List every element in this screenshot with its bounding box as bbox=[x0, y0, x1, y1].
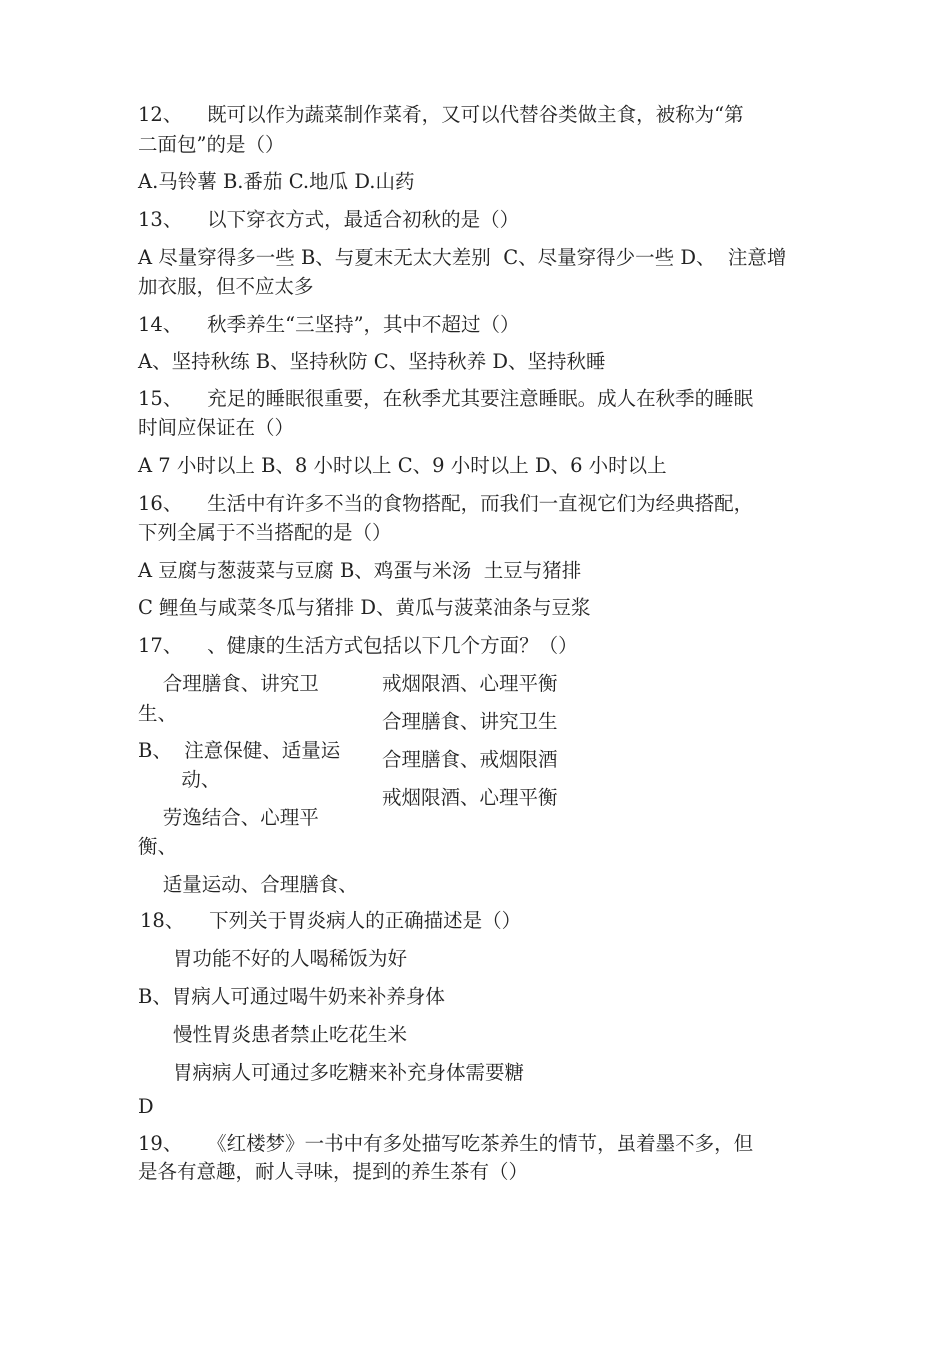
q16-options-line1: A 豆腐与葱菠菜与豆腐 B、鸡蛋与米汤 土豆与猪排 bbox=[138, 559, 582, 582]
q12-stem-line1: 12、 既可以作为蔬菜制作菜肴，又可以代替谷类做主食，被称为“第 bbox=[138, 103, 744, 126]
q13-stem: 13、 以下穿衣方式，最适合初秋的是（） bbox=[138, 208, 520, 231]
q17-right-line: 合理膳食、戒烟限酒 bbox=[382, 748, 558, 771]
q17-left-line: 生、 bbox=[138, 702, 178, 725]
q17-left-line: 劳逸结合、心理平 bbox=[138, 806, 319, 829]
q18-option: 胃病病人可通过多吃糖来补充身体需要糖 bbox=[173, 1061, 525, 1084]
q15-options: A 7 小时以上 B、8 小时以上 C、9 小时以上 D、6 小时以上 bbox=[138, 454, 667, 477]
q17-left-line: 适量运动、合理膳食、 bbox=[138, 873, 358, 896]
q13-options-line2: 加衣服，但不应太多 bbox=[138, 275, 314, 298]
q17-left-line: 动、 bbox=[138, 768, 221, 791]
q14-options: A、坚持秋练 B、坚持秋防 C、坚持秋养 D、坚持秋睡 bbox=[138, 350, 606, 373]
q16-options-line2: C 鲤鱼与咸菜冬瓜与猪排 D、黄瓜与菠菜油条与豆浆 bbox=[138, 596, 591, 619]
q16-stem-line2: 下列全属于不当搭配的是（） bbox=[138, 521, 392, 544]
q13-options-line1: A 尽量穿得多一些 B、与夏末无太大差别 C、尽量穿得少一些 D、 注意增 bbox=[138, 246, 787, 269]
q18-option: B、胃病人可通过喝牛奶来补养身体 bbox=[138, 985, 445, 1008]
q18-option: D bbox=[138, 1095, 154, 1118]
q17-right-line: 戒烟限酒、心理平衡 bbox=[382, 786, 558, 809]
q19-stem-line1: 19、 《红楼梦》一书中有多处描写吃茶养生的情节，虽着墨不多，但 bbox=[138, 1132, 754, 1155]
q18-option: 胃功能不好的人喝稀饭为好 bbox=[173, 947, 408, 970]
q17-right-line: 戒烟限酒、心理平衡 bbox=[382, 672, 558, 695]
q19-stem-line2: 是各有意趣，耐人寻味，提到的养生茶有（） bbox=[138, 1160, 529, 1183]
q15-stem-line1: 15、 充足的睡眠很重要，在秋季尤其要注意睡眠。成人在秋季的睡眠 bbox=[138, 387, 754, 410]
q15-stem-line2: 时间应保证在（） bbox=[138, 416, 295, 439]
q17-left-line: 衡、 bbox=[138, 835, 178, 858]
q18-option: 慢性胃炎患者禁止吃花生米 bbox=[173, 1023, 408, 1046]
q12-stem-line2: 二面包”的是（） bbox=[138, 133, 285, 156]
q17-stem: 17、 、健康的生活方式包括以下几个方面？（） bbox=[138, 634, 578, 657]
q17-left-line: B、 注意保健、适量运 bbox=[138, 739, 341, 762]
q16-stem-line1: 16、 生活中有许多不当的食物搭配，而我们一直视它们为经典搭配， bbox=[138, 492, 754, 515]
q17-left-line: 合理膳食、讲究卫 bbox=[138, 672, 319, 695]
q14-stem: 14、 秋季养生“三坚持”，其中不超过（） bbox=[138, 313, 520, 336]
q12-options: A.马铃薯 B.番茄 C.地瓜 D.山药 bbox=[138, 170, 415, 193]
q18-stem: 18、 下列关于胃炎病人的正确描述是（） bbox=[140, 909, 522, 932]
q17-right-line: 合理膳食、讲究卫生 bbox=[382, 710, 558, 733]
